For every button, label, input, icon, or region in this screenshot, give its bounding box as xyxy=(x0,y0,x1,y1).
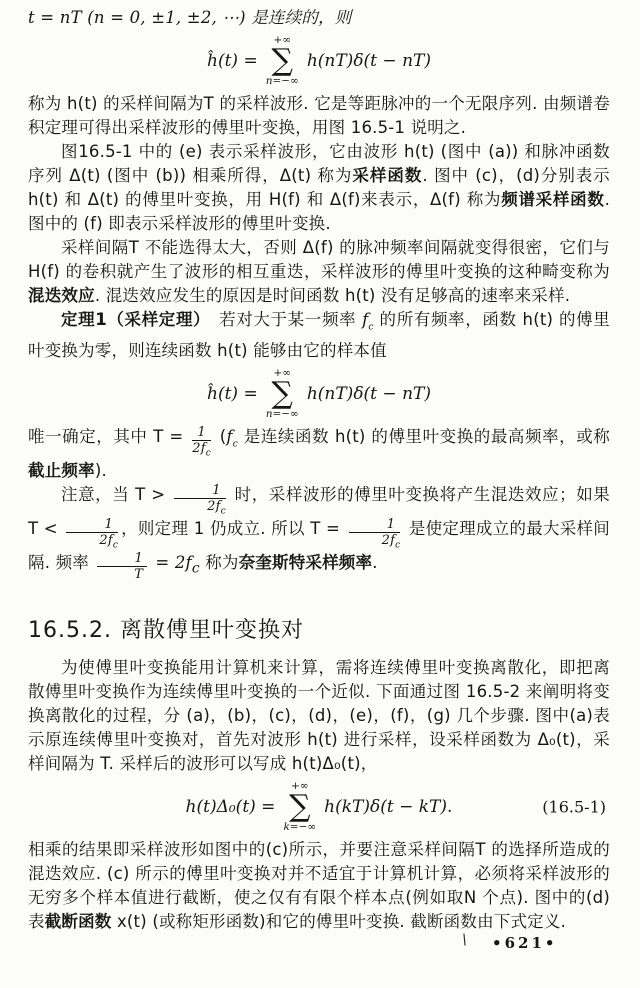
paragraph-figure-16-5-1 xyxy=(28,140,610,236)
fraction-numerator: 1 xyxy=(97,552,146,568)
text-run: x(t) (或称矩形函数)和它的傅里叶变换. 截断函数由下式定义. xyxy=(111,912,567,932)
fraction-1-over-2fc xyxy=(66,518,118,552)
text-run: 称为 xyxy=(199,553,239,573)
symbol-fc xyxy=(226,427,238,450)
fraction-1-over-2fc xyxy=(192,426,211,460)
paragraph-truncation xyxy=(28,838,610,934)
text-run: 为使傅里叶变换能用计算机来计算，需将连续傅里叶变换离散化，即把离散傅里叶变换作为连续傅里叶变换的一个近似. 下面通过图 16.5-2 来阐明将变换离散化的过程，分 (a)，(b)，(c)，(d)，(e)，(f)，(g) 几个步骤. 图中(a)表示原连续傅里叶变换对，首先对波形 h(t) 进行采样，设采样函数为 Δ₀(t)，采样间隔为 T. 采样后的波形可以写成 h(t)Δ₀(t)， xyxy=(28,658,610,774)
fraction-denominator xyxy=(192,441,211,459)
section-heading-16-5-2: 16.5.2. 离散傅里叶变换对 xyxy=(28,618,304,644)
text-run: ，则定理 1 仍成立. 所以 T = xyxy=(121,519,346,539)
theorem-title: 定理1（采样定理） xyxy=(61,310,202,329)
text-run: . xyxy=(372,553,378,573)
equation-lhs: h(t)Δ₀(t) = xyxy=(185,797,276,818)
text-run: 注意，当 T > xyxy=(61,485,172,505)
text-run: . 图中 (c)，(d)分别表示 h(t) 和 Δ(t) 的傅里叶变换，用 H(f) 和 Δ(f)来表示，Δ(f) 称为 xyxy=(28,166,611,209)
text-run: 是连续函数 h(t) 的傅里叶变换的最高频率，或称 xyxy=(237,427,610,447)
fraction-numerator: 1 xyxy=(349,518,401,534)
math-run: T xyxy=(134,567,144,583)
summation-upper-limit: +∞ xyxy=(273,367,292,380)
sigma-icon: ∑ xyxy=(289,789,311,825)
summation xyxy=(266,368,299,420)
math-run: 2f xyxy=(381,533,396,549)
fraction-denominator xyxy=(66,533,118,551)
math-run: 2f xyxy=(99,533,113,549)
paragraph-aliasing xyxy=(28,236,610,308)
math-subscript: c xyxy=(220,506,226,517)
text-run: 的所有频率，函数 h(t) 的傅里叶变换为零，则连续函数 h(t) 能够由它的样本值 xyxy=(28,310,611,361)
fraction-numerator: 1 xyxy=(192,426,211,442)
paragraph-sampling-theorem xyxy=(28,308,610,363)
equation-lhs: ĥ(t) = xyxy=(207,51,258,71)
math-run: = 2f xyxy=(149,553,192,573)
page-footer xyxy=(0,932,640,956)
text-run: 采样间隔T 不能选得太大，否则 Δ(f) 的脉冲频率间隔就变得很密，它们与 H(f) 的卷积就产生了波形的相互重迭，采样波形的傅里叶变换的这种畸变称为 xyxy=(28,238,610,281)
math-subscript: c xyxy=(368,322,374,333)
equation-sampled-waveform xyxy=(28,32,610,90)
equation-number: (16.5-1) xyxy=(542,797,606,817)
text-run: 时，采样波形的傅里叶变换将产生混迭效应；如果 T < xyxy=(28,485,610,539)
fraction-1-over-2fc xyxy=(174,484,226,518)
math-subscript: c xyxy=(205,448,211,459)
term-nyquist-sampling-frequency: 奈奎斯特采样频率 xyxy=(238,553,373,573)
term-sampling-function: 采样函数 xyxy=(352,166,423,185)
ink-mark: \ xyxy=(460,931,469,949)
paragraph-sampled-waveform xyxy=(28,92,610,140)
summation-lower-limit: k=−∞ xyxy=(283,821,317,834)
text-run: 称为 h(t) 的采样间隔为T 的采样波形. 它是等距脉冲的一个无限序列. 由频谱卷积定理可得出采样波形的傅里叶变换，用图 16.5-1 说明之. xyxy=(28,94,610,137)
math-subscript: c xyxy=(191,560,200,577)
math-run: t = nT (n = 0, ±1, ±2, ⋯) 是连续的，则 xyxy=(28,8,352,27)
summation-lower-limit: n=−∞ xyxy=(265,408,299,421)
sigma-icon: ∑ xyxy=(271,43,293,78)
paragraph-discretization xyxy=(28,656,610,776)
symbol-fc xyxy=(362,310,374,333)
text-run: 图16.5-1 中的 (e) 表示采样波形，它由波形 h(t) (图中 (a)) 和脉冲函数序列 Δ(t) (图中 (b)) 相乘所得，Δ(t) 称为 xyxy=(28,142,610,185)
summation xyxy=(266,35,299,87)
text-run: 唯一确定，其中 T = xyxy=(28,427,190,447)
term-spectrum-sampling-function: 频谱采样函数 xyxy=(501,190,605,209)
fraction-1-over-T xyxy=(97,552,146,586)
math-run: f xyxy=(226,427,233,447)
equation-rhs: h(kT)δ(t − kT). xyxy=(324,797,453,818)
fraction-numerator: 1 xyxy=(66,518,118,534)
math-run: 2f xyxy=(207,499,221,515)
math-run: f xyxy=(362,310,369,329)
equation-16-5-1 xyxy=(28,778,610,836)
text-run: . 混迭效应发生的原因是时间函数 h(t) 没有足够高的速率来采样. xyxy=(94,286,571,305)
summation-upper-limit: +∞ xyxy=(291,780,309,793)
fraction-denominator xyxy=(174,499,226,517)
text-run: 相乘的结果即采样波形如图中的(c)所示，并要注意采样间隔T 的选择所造成的混迭效应. (c) 所示的傅里叶变换对并不适宜于计算机计算，必须将采样波形的无穷多个样本值进行截断，使之仅有有限个样本点(例如取N 个点). 图中的(d) 表 xyxy=(28,840,610,932)
text-run: 是使定理成立的最大采样间隔. 频率 xyxy=(28,519,610,573)
sigma-icon: ∑ xyxy=(271,376,293,412)
fraction-1-over-2fc xyxy=(349,518,401,552)
fraction-numerator: 1 xyxy=(174,484,226,500)
paragraph-unique-determination xyxy=(28,425,610,483)
math-subscript: c xyxy=(395,540,401,551)
text-run: 若对大于某一频率 xyxy=(201,310,363,329)
text-run: ( xyxy=(213,427,227,447)
math-run: 2f xyxy=(192,441,206,457)
summation xyxy=(283,781,316,833)
equation-lhs: ĥ(t) = xyxy=(207,384,258,405)
math-subscript: c xyxy=(232,439,238,450)
equation-sampling-theorem xyxy=(28,365,610,423)
term-aliasing-effect: 混迭效应 xyxy=(28,286,95,305)
fraction-denominator xyxy=(97,567,146,585)
equation-rhs: h(nT)δ(t − nT) xyxy=(306,384,431,405)
equation-16-5-1-row xyxy=(28,778,610,836)
term-truncation-function: 截断函数 xyxy=(44,912,112,932)
math-subscript: c xyxy=(112,540,119,551)
summation-upper-limit: +∞ xyxy=(273,34,292,46)
page-number: •621• xyxy=(492,934,558,952)
summation-lower-limit: n=−∞ xyxy=(265,75,299,87)
term-cutoff-frequency: 截止频率 xyxy=(28,461,95,481)
paragraph-note-nyquist xyxy=(28,483,610,585)
fraction-denominator xyxy=(349,533,401,551)
text-run: . 图中的 (f) 即表示采样波形的傅里叶变换. xyxy=(28,190,611,233)
equation-rhs: h(nT)δ(t − nT) xyxy=(306,51,431,71)
continuation-line xyxy=(28,6,610,30)
text-run: ). xyxy=(94,461,107,481)
